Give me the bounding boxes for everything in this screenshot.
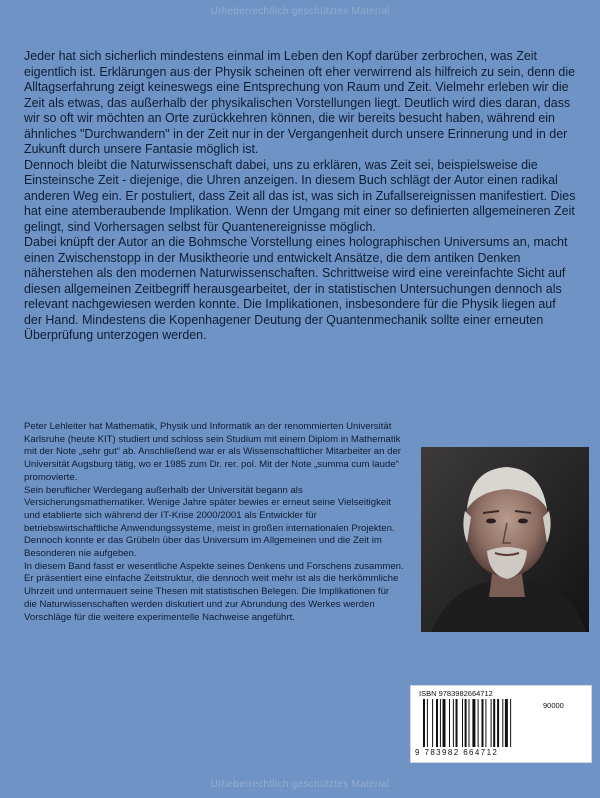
back-cover-blurb [24,49,576,344]
bio-paragraph: Sein beruflicher Werdegang außerhalb der Universität begann als Versicherungsmathematiker. Wenige Jahre später bewies er erneut seine Vielseitigkeit und etablierte sich während der IT-Krise 2000/2001 als Entwickler für betriebswirtschaftliche Anwendungssysteme, meist in großen internationalen Projekten. Dennoch konnte er das Grübeln über das Universum im Allgemeinen und die Zeit im Besonderen nie aufgeben. [24,484,395,560]
author-photo [421,447,589,632]
blurb-paragraph: Dennoch bleibt die Naturwissenschaft dabei, uns zu erklären, was Zeit sei, beispielsweise die Einsteinsche Zeit - diejenige, die Uhren anzeigen. In diesem Buch schlägt der Autor einen radikal anderen Weg ein. Er postuliert, dass Zeit all das ist, was sich in Zufallsereignissen manifestiert. Dies hat eine atemberaubende Implikation. Wenn der Umgang mit einer so definierten allgemeineren Zeit gelingt, sind Vorhersagen selbst für Quantenereignisse möglich. [24,157,576,234]
bio-paragraph: In diesem Band fasst er wesentliche Aspekte seines Denkens und Forschens zusammen. Er präsentiert eine einfache Zeitstruktur, die dennoch weit mehr ist als die herkömmliche Uhrzeit und untermauert seine Thesen mit statistischen Belegen. Die Implikationen für die Naturwissenschaften werden diskutiert und zur Abrundung des Werkes werden Vorschläge für die weitere experimentelle Nachweise angeführt. [24,560,404,623]
isbn-label: ISBN 9783982664712 [419,689,493,698]
author-portrait-image [421,447,589,632]
author-bio [24,421,404,624]
blurb-paragraph: Jeder hat sich sicherlich mindestens einmal im Leben den Kopf darüber zerbrochen, was Zeit eigentlich ist. Erklärungen aus der Physik scheinen oft eher verwirrend als hilfreich zu sein, denn die Alltagserfahrung zeigt keineswegs eine Entsprechung von Raum und Zeit. Vielmehr erleben wir die Zeit als etwas, das außerhalb der physikalischen Vorstellungen liegt. Deutlich wird dies daran, dass wir so oft wir möchten an Orte zurückkehren können, die wir bereits besucht haben, während ein ähnliches "Durchwandern" in der Zeit nur in der Vergangenheit durch unsere Erinnerung und in der Zukunft durch unsere Fantasie möglich ist. [24,49,575,156]
copyright-watermark-bottom: Urheberrechtlich geschütztes Material [210,779,390,790]
barcode-bars-icon [423,699,539,747]
copyright-watermark-top: Urheberrechtlich geschütztes Material [210,6,390,17]
price-code: 90000 [543,701,564,710]
isbn-barcode [410,685,592,763]
isbn-digits: 9 783982 664712 [415,748,499,757]
bio-paragraph: Peter Lehleiter hat Mathematik, Physik und Informatik an der renommierten Universität Karlsruhe (heute KIT) studiert und schloss sein Studium mit einem Diplom in Mathematik mit der Note „sehr gut“ ab. Anschließend war er als Wissenschaftlicher Mitarbeiter an der Universität Augsburg tätig, wo er 1985 zum Dr. rer. pol. Mit der Note „summa cum laude“ promovierte. [24,421,401,483]
blurb-paragraph: Dabei knüpft der Autor an die Bohmsche Vorstellung eines holographischen Universums an, macht einen Zwischenstopp in der Musiktheorie und entwickelt Ansätze, die dem antiken Denken näherstehen als den modernen Naturwissenschaften. Schrittweise wird eine vereinfachte Sicht auf diesen allgemeinen Zeitbegriff herausgearbeitet, der in statistischen Untersuchungen dennoch als relevant nachgewiesen werden konnte. Die Implikationen, insbesondere für die Physik liegen auf der Hand. Mindestens die Kopenhagener Deutung der Quantenmechanik sollte einer erneuten Überprüfung unterzogen werden. [24,235,568,342]
